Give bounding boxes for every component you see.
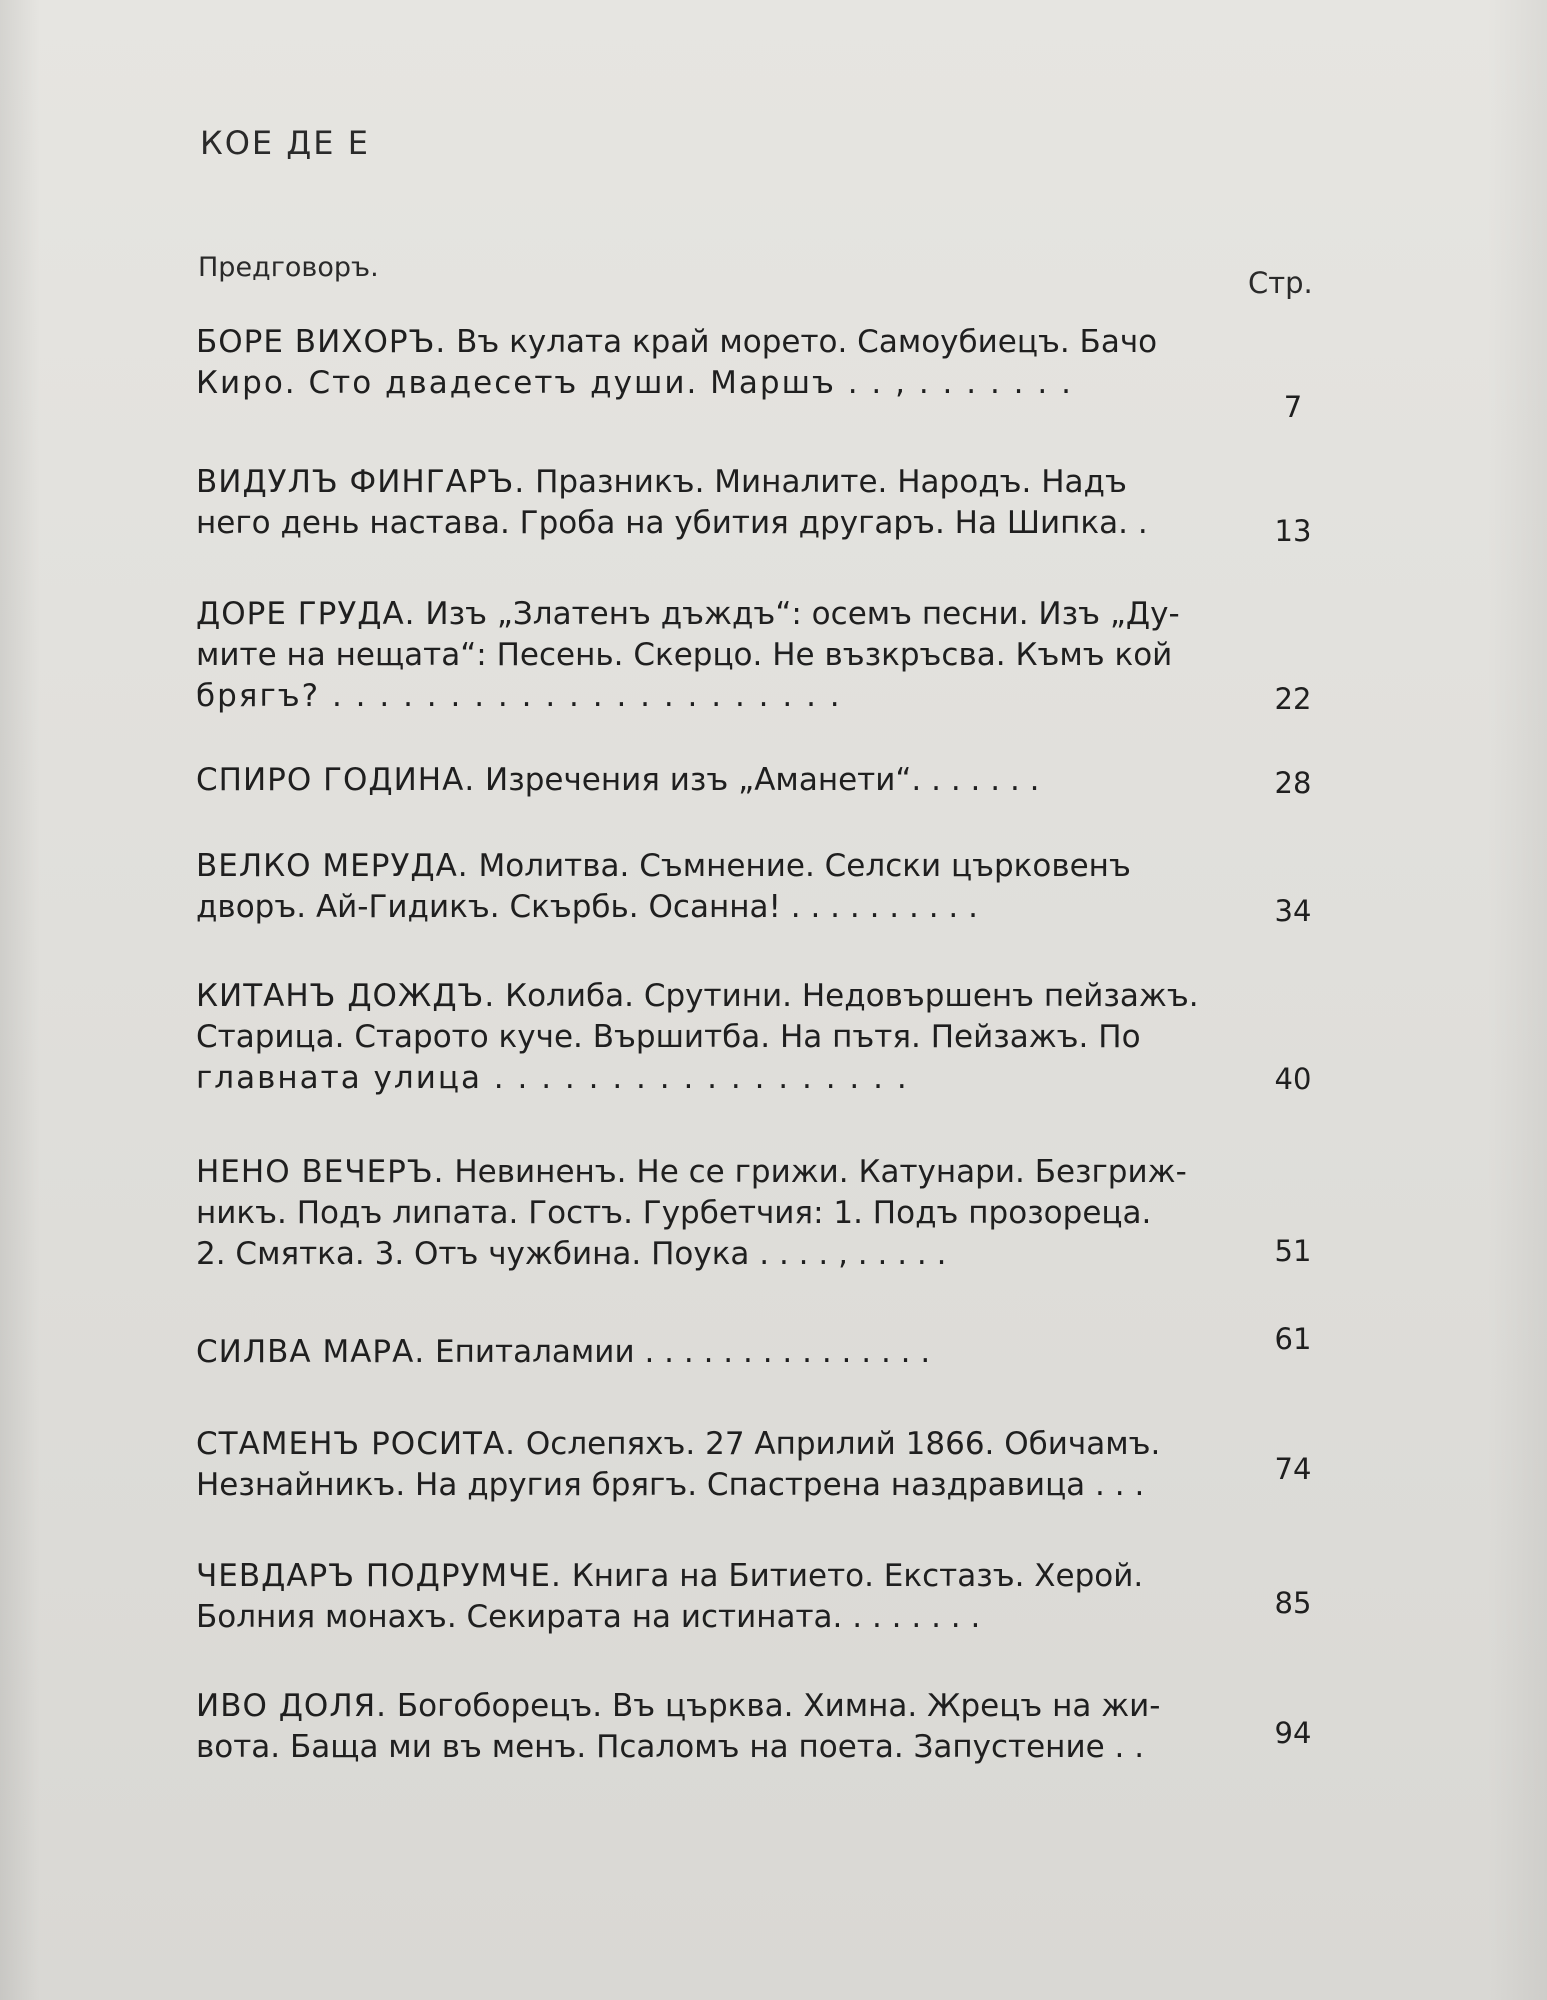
toc-entry-page: 51 [1274,1234,1312,1268]
preface-entry: Предговоръ. [198,252,379,283]
toc-entry-author: ЧЕВДАРЪ ПОДРУМЧЕ. [196,1558,562,1594]
toc-entry [196,594,1216,717]
toc-entry-line [196,1686,1216,1727]
page-column-label: Стр. [1248,266,1313,300]
toc-entry-line: дворъ. Ай-Гидикъ. Скърбь. Осанна! . . . . . . . . . . [196,889,978,925]
toc-entry-line: Киро. Сто двадесетъ души. Маршъ . . , . . . . . . . [196,365,1073,401]
toc-entry [196,1332,1216,1373]
toc-entry [196,1424,1216,1506]
toc-entry-line [196,976,1216,1017]
toc-entry-line [196,1332,1216,1373]
toc-entry-line: Незнайникъ. На другия брягъ. Спастрена наздравица . . . [196,1467,1145,1503]
toc-entry-line [196,846,1216,887]
toc-entry-text: Празникъ. Миналите. Народъ. Надъ [535,464,1127,500]
toc-entry-text: Изречения изъ „Аманети“. . . . . . . [485,762,1040,798]
toc-entry-line: брягъ? . . . . . . . . . . . . . . . . . . . . . . [196,678,842,714]
toc-entry-line [196,594,1216,635]
toc-entry-page: 22 [1274,682,1312,716]
toc-entry-line [196,322,1216,363]
toc-entry-text: Изъ „Златенъ дъждъ“: осемъ песни. Изъ „Ду- [425,596,1180,632]
toc-entry [196,462,1216,544]
toc-entry-line: 2. Смятка. 3. Отъ чужбина. Поука . . . . , . . . . . [196,1236,947,1272]
toc-entry-author: ВЕЛКО МЕРУДА. [196,848,469,884]
toc-entry-text: Колиба. Срутини. Недовършенъ пейзажъ. [505,978,1199,1014]
toc-entry-author: БОРЕ ВИХОРЪ. [196,324,447,360]
toc-entry-page: 34 [1274,894,1312,928]
toc-entry-author: ВИДУЛЪ ФИНГАРЪ. [196,464,526,500]
toc-entry-line: главната улица . . . . . . . . . . . . . . . . . . [196,1060,909,1096]
toc-entry-text: Въ кулата край морето. Самоубиецъ. Бачо [456,324,1158,360]
toc-entry [196,976,1216,1099]
toc-entry-author: СПИРО ГОДИНА. [196,762,476,798]
toc-entry-line: Старица. Старото куче. Вършитба. На пътя. Пейзажъ. По [196,1019,1141,1055]
toc-entry-author: ИВО ДОЛЯ. [196,1688,388,1724]
toc-entry [196,322,1216,404]
toc-entry-text: Ослепяхъ. 27 Априлий 1866. Обичамъ. [525,1426,1161,1462]
toc-entry-line: никъ. Подъ липата. Гостъ. Гурбетчия: 1. Подъ прозореца. [196,1195,1152,1231]
toc-entry [196,1686,1216,1768]
toc-entry-page: 61 [1274,1322,1312,1356]
toc-entry-line [196,1152,1216,1193]
page-heading: КОЕ ДЕ Е [200,124,370,162]
toc-entry-author: КИТАНЪ ДОЖДЪ. [196,978,496,1014]
toc-entry-line: мите на нещата“: Песень. Скерцо. Не възкръсва. Къмъ кой [196,637,1173,673]
toc-entry-text: Невиненъ. Не се грижи. Катунари. Безгриж- [454,1154,1187,1190]
toc-entry [196,760,1216,801]
toc-entry-author: НЕНО ВЕЧЕРЪ. [196,1154,445,1190]
toc-entry-line: Болния монахъ. Секирата на истината. . . . . . . . [196,1599,981,1635]
toc-entry-text: Богоборецъ. Въ църква. Химна. Жрецъ на жи- [396,1688,1161,1724]
toc-entry-line: вота. Баща ми въ менъ. Псаломъ на поета. Запустение . . [196,1729,1145,1765]
toc-entry-page: 13 [1274,514,1312,548]
toc-entry-author: ДОРЕ ГРУДА. [196,596,416,632]
toc-entry-line [196,1424,1216,1465]
toc-entry-page: 94 [1274,1716,1312,1750]
toc-entry-line [196,462,1216,503]
toc-entry-line [196,760,1216,801]
toc-entry-page: 85 [1274,1586,1312,1620]
toc-entry-text: Епиталамии . . . . . . . . . . . . . . . [435,1334,931,1370]
toc-entry-page: 40 [1274,1062,1312,1096]
toc-entry [196,1152,1216,1275]
toc-entry-line [196,1556,1216,1597]
toc-entry-page: 74 [1274,1452,1312,1486]
toc-entry-author: СИЛВА МАРА. [196,1334,426,1370]
toc-entry [196,846,1216,928]
toc-entry-line: него день настава. Гроба на убития другаръ. На Шипка. . [196,505,1148,541]
toc-entry-text: Книга на Битието. Екстазъ. Херой. [571,1558,1144,1594]
toc-entry [196,1556,1216,1638]
toc-entry-page: 7 [1283,390,1303,424]
toc-entry-text: Молитва. Съмнение. Селски църковенъ [478,848,1131,884]
toc-entry-author: СТАМЕНЪ РОСИТА. [196,1426,517,1462]
toc-entry-page: 28 [1274,766,1312,800]
